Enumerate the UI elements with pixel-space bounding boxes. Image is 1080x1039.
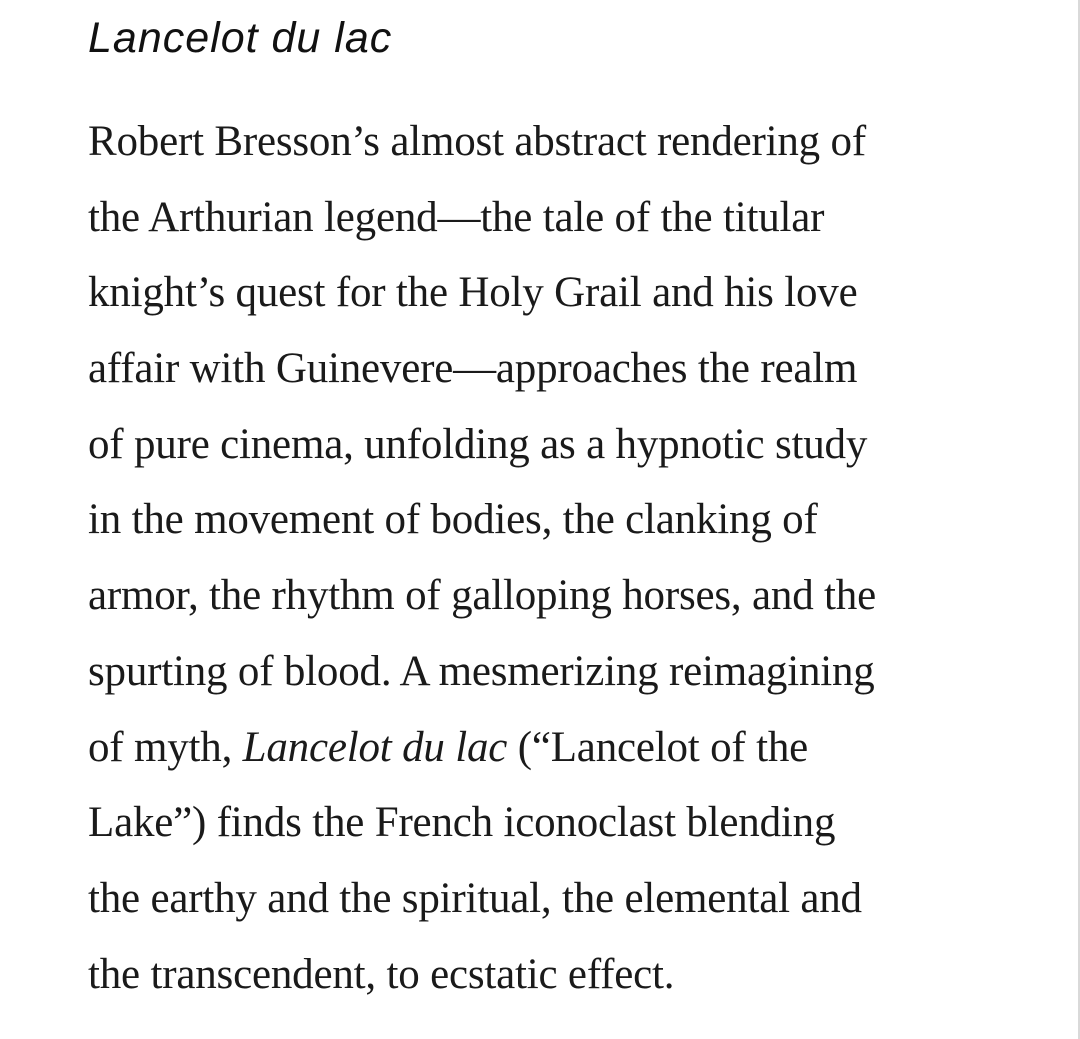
synopsis-line (88, 710, 1048, 786)
synopsis-line: Robert Bresson’s almost abstract rendering of (88, 118, 866, 165)
film-title-reference: Lancelot du lac (242, 723, 508, 771)
synopsis-line: the earthy and the spiritual, the elemental and (88, 874, 862, 922)
synopsis-line: Lake”) finds the French iconoclast blending (88, 799, 836, 847)
synopsis-line: armor, the rhythm of galloping horses, and the (88, 572, 876, 620)
synopsis-text: (“Lancelot of the (507, 723, 809, 771)
synopsis-text: of myth, (88, 723, 243, 771)
film-title: Lancelot du lac (88, 14, 393, 62)
synopsis-line: in the movement of bodies, the clanking of (88, 496, 818, 544)
synopsis-line: the transcendent, to ecstatic effect. (88, 950, 675, 998)
synopsis-line: spurting of blood. A mesmerizing reimagining (88, 647, 875, 695)
synopsis-line: the Arthurian legend—the tale of the titular (88, 193, 825, 241)
film-synopsis (88, 104, 1048, 1012)
synopsis-line: of pure cinema, unfolding as a hypnotic study (88, 420, 868, 468)
synopsis-line: affair with Guinevere—approaches the realm (88, 345, 858, 393)
synopsis-line: knight’s quest for the Holy Grail and his love (88, 269, 858, 317)
